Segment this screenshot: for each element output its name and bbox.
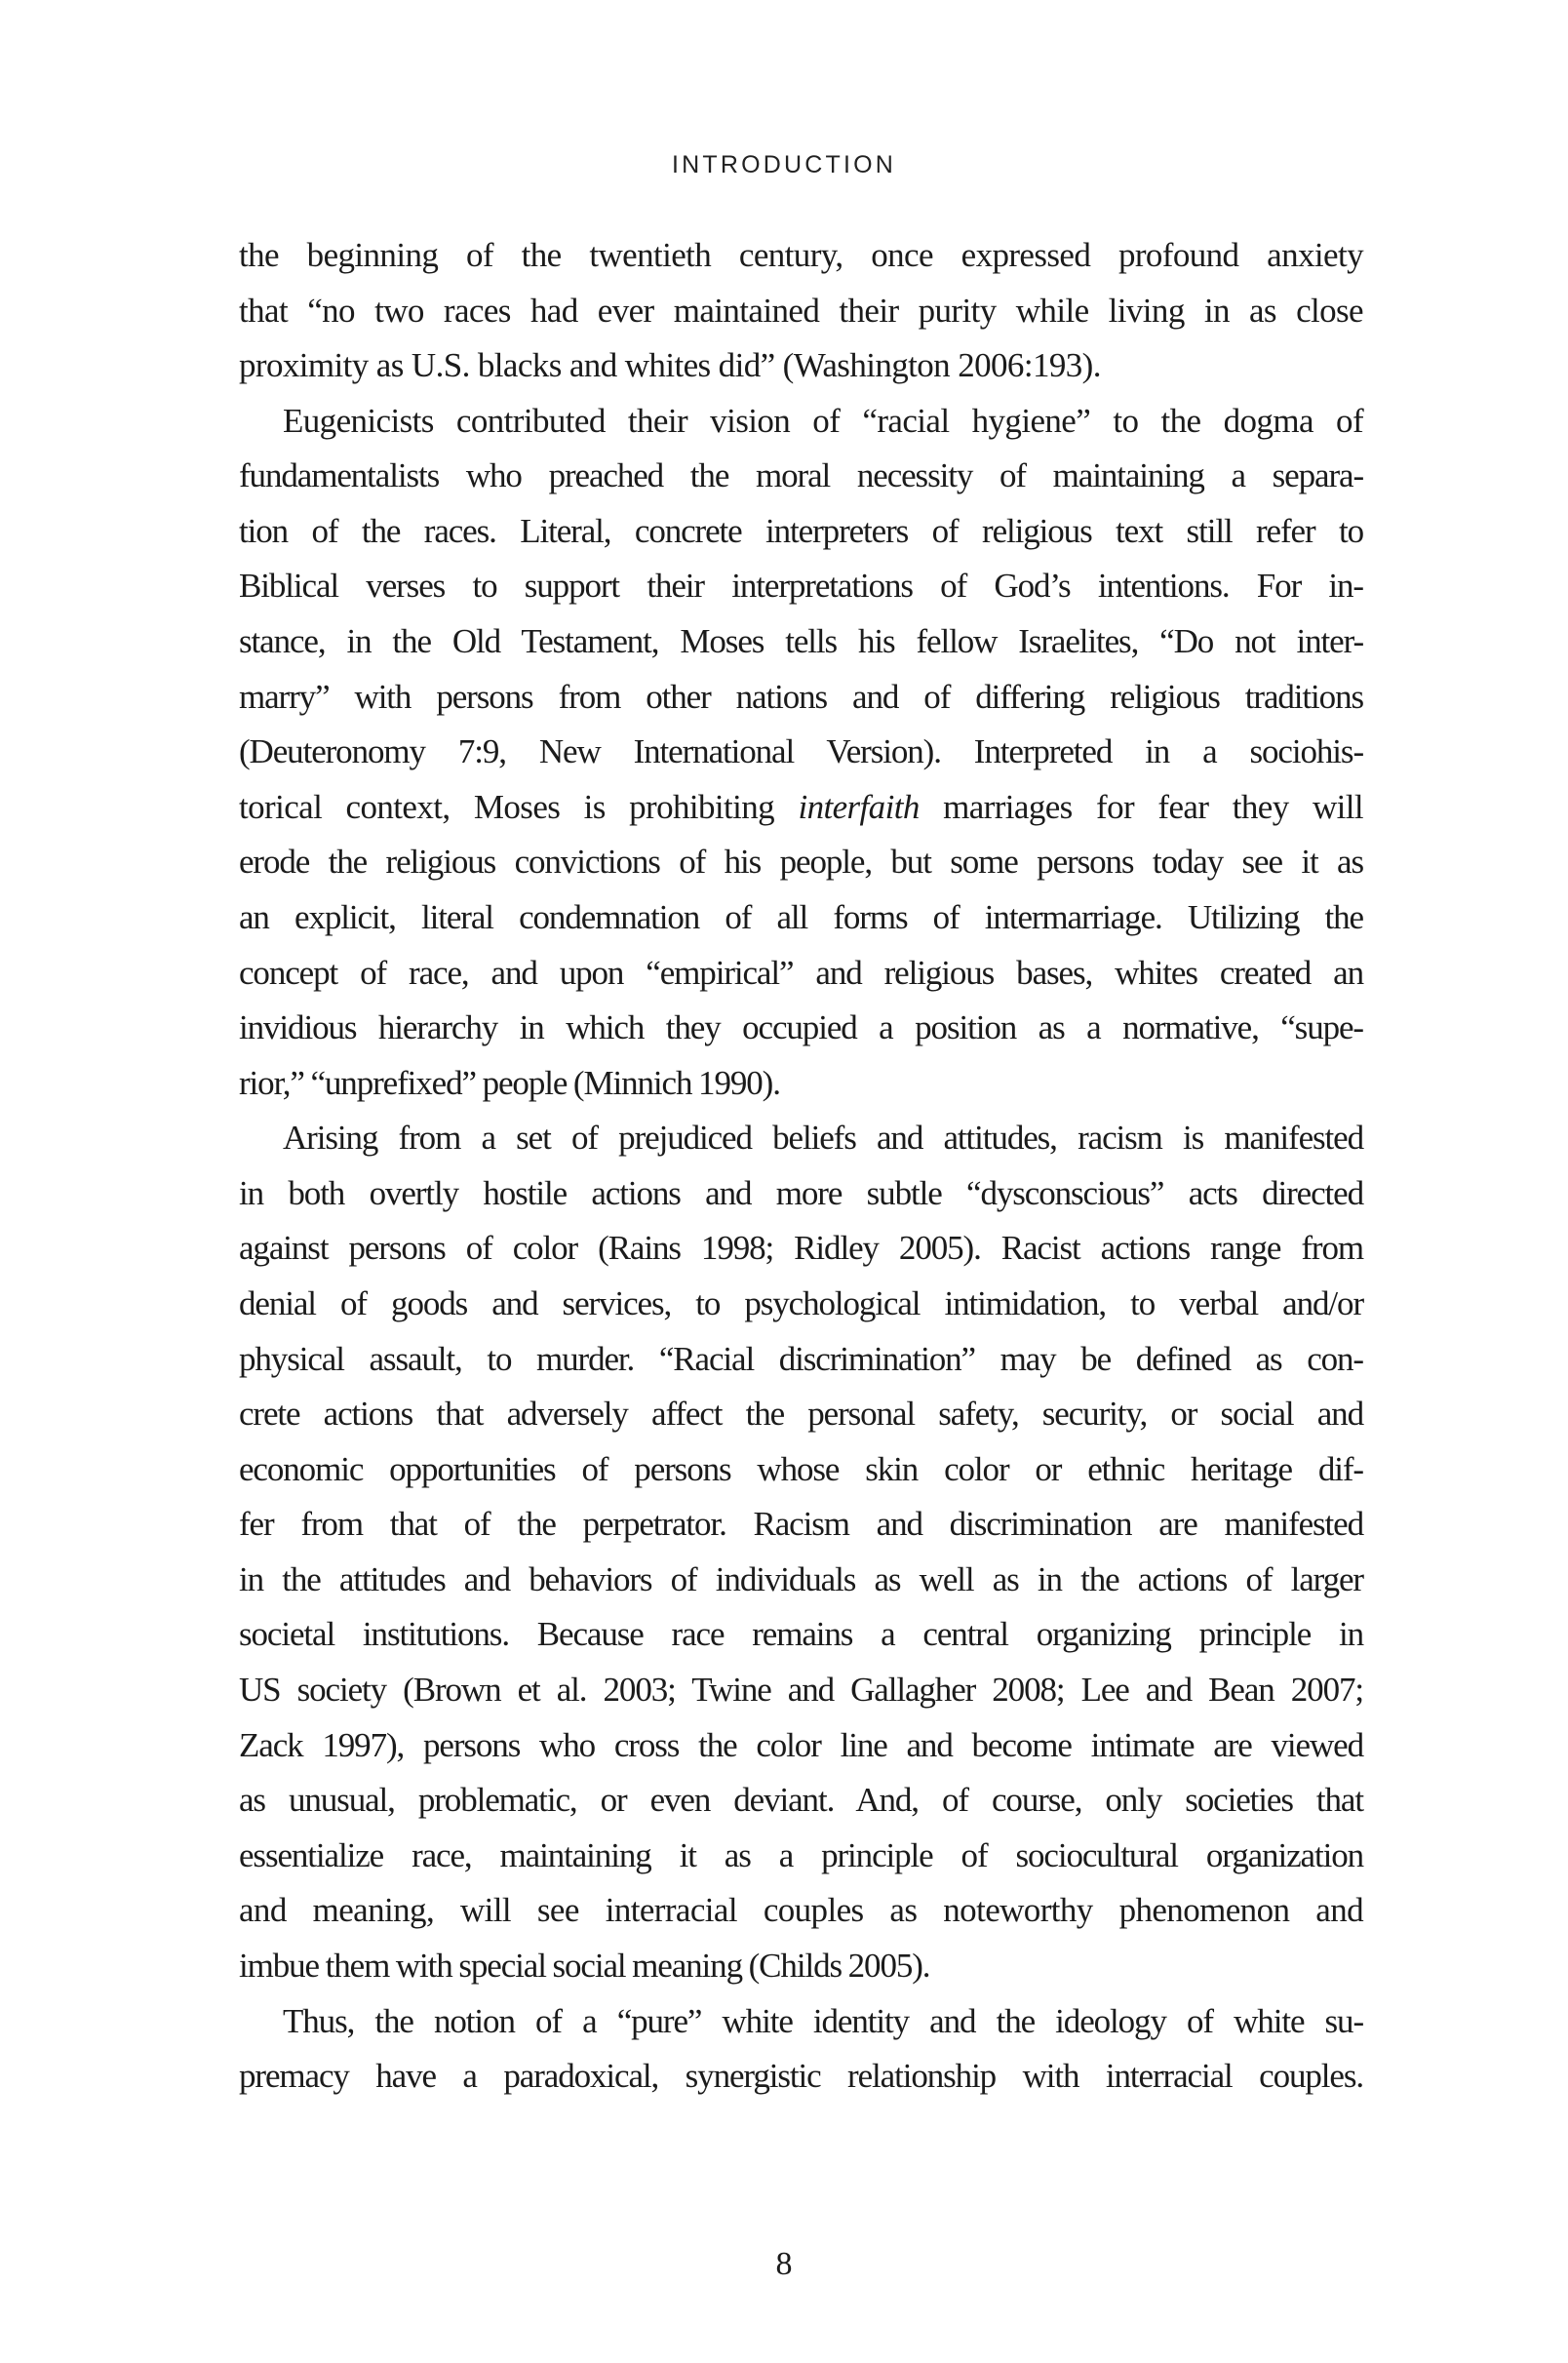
text-line: Arising from a set of prejudiced beliefs and attitudes, racism is manifested [283, 1119, 1363, 1158]
running-head: INTRODUCTION [671, 151, 897, 178]
paragraph-3 [239, 1111, 1363, 1993]
text-line: as unusual, problematic, or even deviant. And, of course, only societies that [239, 1781, 1363, 1820]
text-line: Biblical verses to support their interpretations of God’s intentions. For in- [239, 567, 1363, 606]
text-line: in both overtly hostile actions and more subtle “dysconscious” acts directed [239, 1173, 1363, 1212]
paragraph-1 [239, 228, 1363, 394]
text-line: against persons of color (Rains 1998; Ridley 2005). Racist actions range from [239, 1229, 1363, 1268]
text-line: imbue them with special social meaning (Childs 2005). [239, 1946, 930, 1985]
text-line: economic opportunities of persons whose skin color or ethnic heritage dif- [239, 1449, 1363, 1488]
text-line: fer from that of the perpetrator. Racism and discrimination are manifested [239, 1505, 1363, 1544]
text-line: the beginning of the twentieth century, once expressed profound anxiety [239, 236, 1363, 274]
text-segment: marriages for fear they will [919, 787, 1363, 826]
text-line: rior,” “unprefixed” people (Minnich 1990). [239, 1063, 780, 1102]
text-line: marry” with persons from other nations and of differing religious traditions [239, 677, 1363, 716]
text-line: premacy have a paradoxical, synergistic relationship with interracial couples. [239, 2057, 1363, 2096]
text-line: Zack 1997), persons who cross the color line and become intimate are viewed [239, 1725, 1363, 1764]
text-line: (Deuteronomy 7:9, New International Version). Interpreted in a sociohis- [239, 732, 1363, 771]
text-line: US society (Brown et al. 2003; Twine and Gallagher 2008; Lee and Bean 2007; [239, 1671, 1363, 1710]
text-line: stance, in the Old Testament, Moses tells his fellow Israelites, “Do not inter- [239, 622, 1363, 661]
italic-term: interfaith [798, 787, 920, 826]
text-line: concept of race, and upon “empirical” and religious bases, whites created an [239, 953, 1363, 992]
text-line: erode the religious convictions of his people, but some persons today see it as [239, 843, 1363, 882]
text-line: and meaning, will see interracial couples as noteworthy phenomenon and [239, 1891, 1363, 1930]
text-line: denial of goods and services, to psychological intimidation, to verbal and/or [239, 1283, 1363, 1322]
text-line: tion of the races. Literal, concrete interpreters of religious text still refer to [239, 511, 1363, 550]
paragraph-4 [239, 1994, 1363, 2105]
text-segment: torical context, Moses is prohibiting [239, 787, 799, 826]
text-line: societal institutions. Because race remains a central organizing principle in [239, 1615, 1363, 1654]
paragraph-2 [239, 394, 1363, 1112]
text-line: in the attitudes and behaviors of individuals as well as in the actions of larger [239, 1559, 1363, 1598]
text-line: fundamentalists who preached the moral necessity of maintaining a separa- [239, 456, 1363, 495]
text-line: invidious hierarchy in which they occupied a position as a normative, “supe- [239, 1008, 1363, 1047]
text-line: that “no two races had ever maintained their purity while living in as close [239, 291, 1363, 330]
text-line: crete actions that adversely affect the personal safety, security, or social and [239, 1395, 1363, 1434]
text-line-with-italic [239, 780, 1363, 836]
body-text [239, 228, 1363, 2105]
text-line: physical assault, to murder. “Racial discrimination” may be defined as con- [239, 1339, 1363, 1378]
text-line: proximity as U.S. blacks and whites did” (Washington 2006:193). [239, 346, 1101, 385]
text-line: Eugenicists contributed their vision of “racial hygiene” to the dogma of [283, 401, 1363, 440]
page-number: 8 [775, 2246, 793, 2282]
text-line: essentialize race, maintaining it as a principle of sociocultural organization [239, 1835, 1363, 1874]
text-line: Thus, the notion of a “pure” white identity and the ideology of white su- [283, 2001, 1363, 2040]
text-line: an explicit, literal condemnation of all forms of intermarriage. Utilizing the [239, 897, 1363, 936]
